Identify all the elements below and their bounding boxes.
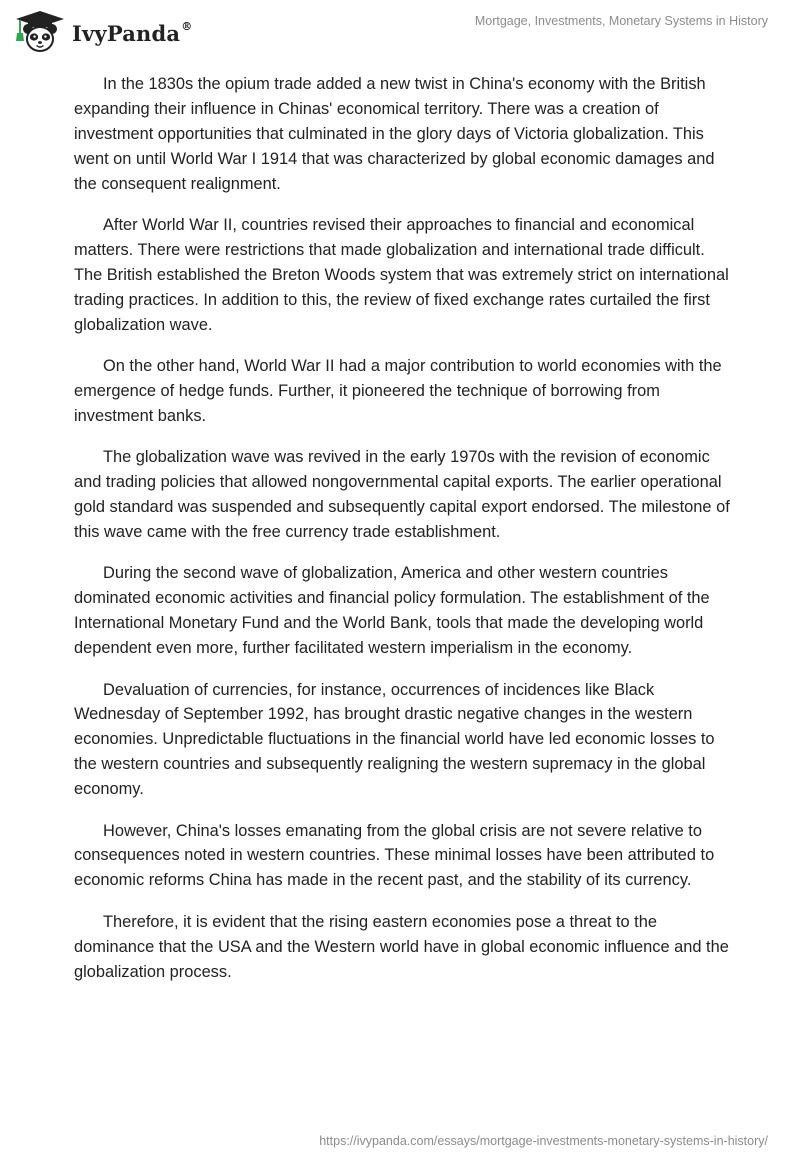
panda-graduate-icon — [14, 9, 66, 55]
paragraph: In the 1830s the opium trade added a new twist in China's economy with the British expanding their influence in Chinas' economical territory. There was a creation of investment opportunities that culminated in the glory days of Victoria globalization. This went on until World War I 1914 that was characterized by global economic damages and the consequent realignment. — [74, 75, 715, 193]
page-header — [0, 0, 800, 60]
paragraph: After World War II, countries revised their approaches to financial and economical matters. There were restrictions that made globalization and international trade difficult. The British established the Breton Woods system that was extremely strict on international trading practices. In addition to this, the review of fixed exchange rates curtailed the first globalization wave. — [74, 216, 729, 334]
paragraph: On the other hand, World War II had a major contribution to world economies with the emergence of hedge funds. Further, it pioneered the technique of borrowing from investment banks. — [74, 357, 722, 425]
brand-name-text: IvyPanda — [72, 20, 181, 46]
paragraph: Therefore, it is evident that the rising eastern economies pose a threat to the dominance that the USA and the Western world have in global economic influence and the globalization process. — [74, 912, 729, 981]
brand-name — [72, 21, 192, 46]
source-url[interactable]: https://ivypanda.com/essays/mortgage-investments-monetary-systems-in-history/ — [319, 1134, 768, 1148]
brand-logo[interactable] — [14, 8, 192, 56]
brand-registered-mark: ® — [181, 19, 193, 33]
article-body — [74, 72, 734, 1001]
paragraph: Devaluation of currencies, for instance, occurrences of incidences like Black Wednesday of September 1992, has brought drastic negative changes in the western economies. Unpredictable fluctuations in the financial world have led economic losses to the western countries and subsequently realigning the western supremacy in the global economy. — [74, 680, 715, 799]
paragraph: During the second wave of globalization, America and other western countries dominated economic activities and financial policy formulation. The establishment of the International Monetary Fund and the World Bank, tools that made the developing world dependent even more, further facilitated western imperialism in the economy. — [74, 564, 710, 658]
paragraph: However, China's losses emanating from the global crisis are not severe relative to consequences noted in western countries. These minimal losses have been attributed to economic reforms China has made in the recent past, and the stability of its currency. — [74, 821, 715, 890]
paragraph: The globalization wave was revived in the early 1970s with the revision of economic and trading policies that allowed nongovernmental capital exports. The earlier operational gold standard was suspended and subsequently capital export endorsed. The milestone of this wave came with the free currency trade establishment. — [74, 448, 730, 541]
document-title: Mortgage, Investments, Monetary Systems in History — [474, 14, 768, 28]
